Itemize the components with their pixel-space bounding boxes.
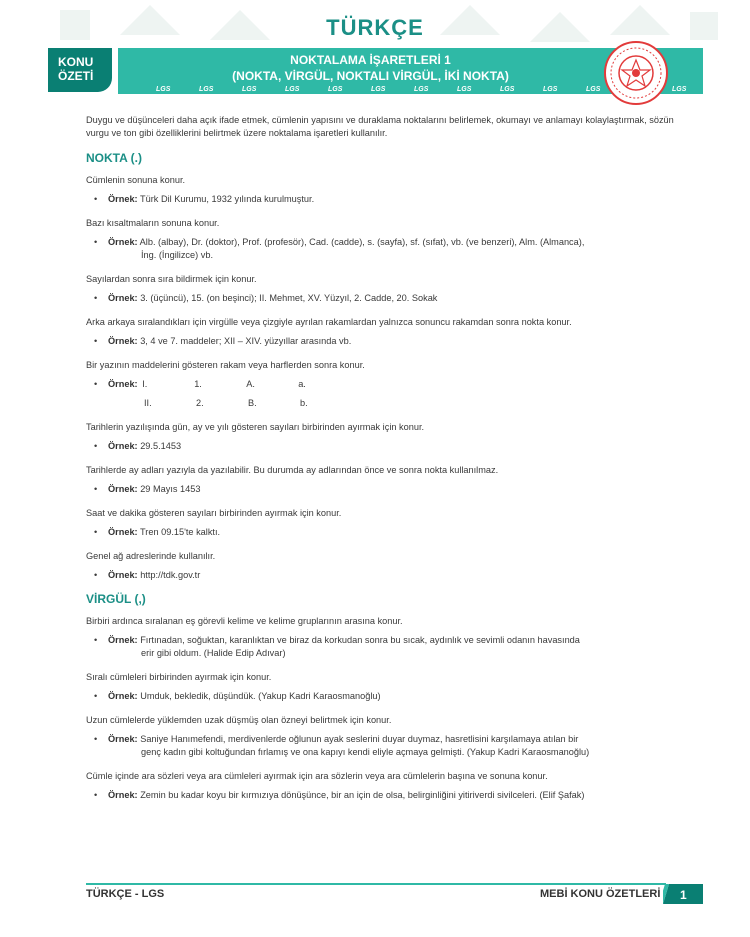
example-item [86, 193, 676, 206]
intro-paragraph: Duygu ve düşünceleri daha açık ifade etmek, cümlenin yapısını ve duraklama noktalarını belirlemek, okumayı ve anlamayı kolaylaştırmak, sözün vurgu ve ton gibi özelliklerini belirtmek üzere noktalama işaretleri kullanılır. [86, 115, 674, 138]
page-number: 1 [680, 888, 687, 902]
example-text: Umduk, bekledik, düşündük. (Yakup Kadri Karaosmanoğlu) [140, 691, 381, 701]
lgs-strip-label: LGS [457, 86, 472, 93]
lgs-strip-label: LGS [328, 86, 343, 93]
rule-text: Saat ve dakika gösteren sayıları birbirinden ayırmak için konur. [86, 508, 342, 518]
example-label: Örnek: [108, 441, 138, 451]
list-marker: A. [246, 379, 255, 389]
example-text: Zemin bu kadar koyu bir kırmızıya dönüşünce, bir an için de olsa, belirginliğini yitiriverdi sivilceleri. (Elif Şafak) [140, 790, 585, 800]
rule-text: Tarihlerin yazılışında gün, ay ve yılı gösteren sayıları birbirinden ayırmak için konur. [86, 422, 425, 432]
example-item [86, 378, 676, 410]
lgs-strip-label: LGS [672, 86, 687, 93]
nokta-heading: NOKTA (.) [86, 151, 142, 165]
meb-seal-icon [603, 40, 669, 106]
example-text-cont: erir gibi oldum. (Halide Edip Adıvar) [141, 648, 286, 658]
lgs-strip-label: LGS [285, 86, 300, 93]
list-marker: II. [144, 398, 152, 408]
example-item [86, 690, 676, 703]
example-text-cont: İng. (İngilizce) vb. [141, 250, 213, 260]
lgs-strip-label: LGS [543, 86, 558, 93]
banner-title: NOKTALAMA İŞARETLERİ 1 [290, 53, 451, 67]
example-text: Tren 09.15'te kalktı. [140, 527, 221, 537]
rule-text: Genel ağ adreslerinde kullanılır. [86, 551, 216, 561]
example-item [86, 634, 676, 660]
example-label: Örnek: [108, 790, 138, 800]
example-label: Örnek: [108, 293, 138, 303]
example-text-cont: genç kadın gibi koltuğundan fırlamış ve ona kapıyı kendi eliyle açmaya gelmişti. (Yakup Kadri Karaosmanoğlu) [141, 747, 590, 757]
example-item [86, 483, 676, 496]
example-label: Örnek: [108, 734, 138, 744]
example-label: Örnek: [108, 570, 138, 580]
lgs-strip-label: LGS [371, 86, 386, 93]
lgs-strip-label: LGS [500, 86, 515, 93]
example-label: Örnek: [108, 691, 138, 701]
example-label: Örnek: [108, 484, 138, 494]
footer-divider [86, 883, 666, 885]
example-item [86, 569, 676, 582]
konu-label: KONU [58, 55, 94, 69]
example-text: 29.5.1453 [140, 441, 182, 451]
example-label: Örnek: [108, 237, 138, 247]
lgs-strip-label: LGS [156, 86, 171, 93]
rule-text: Uzun cümlelerde yüklemden uzak düşmüş olan özneyi belirtmek için konur. [86, 715, 392, 725]
list-marker: 1. [194, 379, 202, 389]
konu-ozeti-badge [48, 48, 112, 92]
list-marker: I. [142, 379, 148, 389]
rule-text: Bir yazının maddelerini gösteren rakam veya harflerden sonra konur. [86, 360, 365, 370]
example-label: Örnek: [108, 635, 138, 645]
list-marker: 2. [196, 398, 204, 408]
example-text: Alb. (albay), Dr. (doktor), Prof. (profesör), Cad. (cadde), s. (sayfa), sf. (sıfat), vb. (ve benzeri), Alm. (Almanca), [139, 237, 585, 247]
example-text: Türk Dil Kurumu, 1932 yılında kurulmuştur. [140, 194, 315, 204]
example-item [86, 335, 676, 348]
content [86, 114, 676, 813]
example-text: http://tdk.gov.tr [140, 570, 201, 580]
banner-subtitle: (NOKTA, VİRGÜL, NOKTALI VİRGÜL, İKİ NOKTA) [232, 69, 509, 83]
example-text: Saniye Hanımefendi, merdivenlerde oğlunun ayak seslerini duyar duymaz, hasretlisini karşılamaya atılan bir [140, 734, 579, 744]
lgs-strip-label: LGS [414, 86, 429, 93]
example-item [86, 440, 676, 453]
example-item [86, 236, 676, 262]
example-text: 29 Mayıs 1453 [140, 484, 201, 494]
lgs-strip-label: LGS [242, 86, 257, 93]
footer-subject: TÜRKÇE - LGS [86, 888, 165, 900]
example-label: Örnek: [108, 379, 138, 389]
example-text: Fırtınadan, soğuktan, karanlıktan ve biraz da korkudan sonra bu sıcak, aydınlık ve sevimli odanın havasında [140, 635, 580, 645]
lgs-strip-label: LGS [199, 86, 214, 93]
rule-text: Cümle içinde ara sözleri veya ara cümleleri ayırmak için ara sözlerin veya ara cümlelerin başına ve sonuna konur. [86, 771, 548, 781]
example-text: 3. (üçüncü), 15. (on beşinci); II. Mehmet, XV. Yüzyıl, 2. Cadde, 20. Sokak [140, 293, 438, 303]
example-item [86, 789, 676, 802]
rule-text: Sayılardan sonra sıra bildirmek için konur. [86, 274, 257, 284]
example-label: Örnek: [108, 194, 138, 204]
rule-text: Birbiri ardınca sıralanan eş görevli kelime ve kelime gruplarının arasına konur. [86, 616, 403, 626]
example-label: Örnek: [108, 336, 138, 346]
example-item [86, 733, 676, 759]
example-text: 3, 4 ve 7. maddeler; XII – XIV. yüzyıllar arasında vb. [140, 336, 352, 346]
list-marker: b. [300, 398, 308, 408]
rule-text: Tarihlerde ay adları yazıyla da yazılabilir. Bu durumda ay adlarından önce ve sonra nokta kullanılmaz. [86, 465, 499, 475]
example-label: Örnek: [108, 527, 138, 537]
example-item [86, 526, 676, 539]
rule-text: Sıralı cümleleri birbirinden ayırmak için konur. [86, 672, 272, 682]
rule-text: Bazı kısaltmaların sonuna konur. [86, 218, 220, 228]
page-title: TÜRKÇE [326, 15, 424, 40]
lgs-strip-label: LGS [586, 86, 601, 93]
ozeti-label: ÖZETİ [58, 69, 94, 83]
example-item [86, 292, 676, 305]
list-marker: B. [248, 398, 257, 408]
footer-series: MEBİ KONU ÖZETLERİ [540, 888, 661, 900]
rule-text: Cümlenin sonuna konur. [86, 175, 186, 185]
virgul-heading: VİRGÜL (,) [86, 592, 146, 606]
rule-text: Arka arkaya sıralandıkları için virgülle veya çizgiyle ayrılan rakamlardan yalnızca sonuncu rakamdan sonra nokta konur. [86, 317, 572, 327]
list-marker: a. [298, 379, 306, 389]
virgul-rules [86, 615, 676, 802]
nokta-rules [86, 174, 676, 582]
